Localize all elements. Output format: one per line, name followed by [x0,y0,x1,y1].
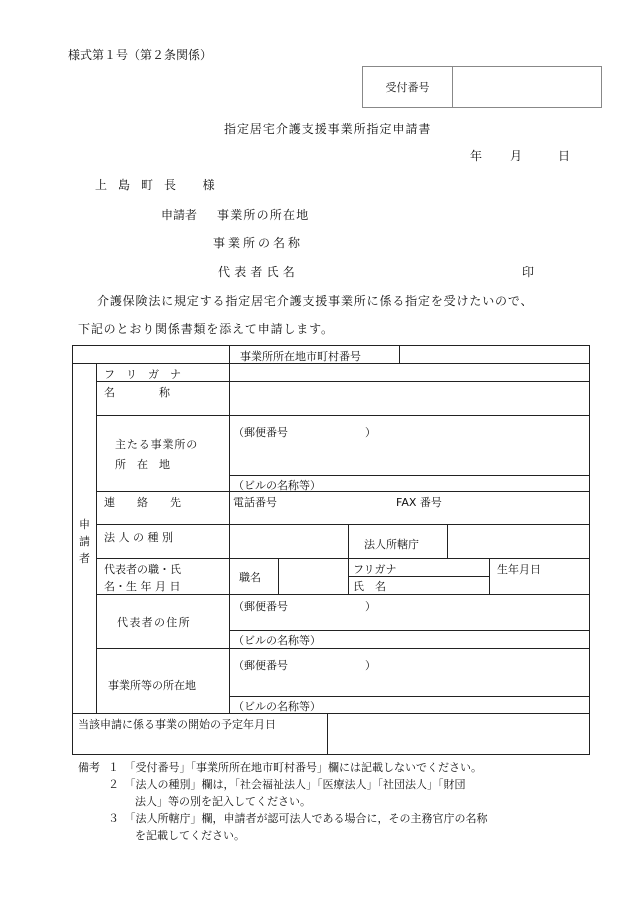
note-2a: ２ 「法人の種別」欄は，「社会福祉法人」「医療法人」「社団法人」「財団 [108,778,466,791]
intro-line1: 介護保険法に規定する指定居宅介護支援事業所に係る指定を受けたいので、 [97,294,534,308]
note-2b: 法人」等の別を記入してください。 [135,795,311,808]
intro-line2: 下記のとおり関係書類を添えて申請します。 [78,322,334,336]
name-label: 名 称 [104,386,170,399]
notes-prefix: 備考 [78,761,100,774]
main-office-postal: （郵便番号 ） [233,426,376,439]
addressee: 上 島 町 長 様 [95,178,219,192]
rep-address-label: 代表者の住所 [117,616,191,629]
note-3b: を記載してください。 [135,829,245,842]
rep-address-postal: （郵便番号 ） [233,600,376,613]
note-1: １ 「受付番号」「事業所所在地市町村番号」欄には記載しないでください。 [108,761,482,774]
applicant-rep-label: 代表者氏名 [218,265,300,279]
rep-furigana-label: フリガナ [353,563,397,576]
applicant-heading: 申請者 [161,208,198,222]
office-location-postal: （郵便番号 ） [233,659,376,672]
date-day: 日 [558,149,571,163]
start-date-label: 当該申請に係る事業の開始の予定年月日 [78,718,276,731]
side-label-3: 者 [79,552,90,565]
receipt-number-field[interactable] [453,67,601,107]
applicant-name-label: 事業所の名称 [213,236,304,250]
rep-name-label: 氏 名 [353,580,386,593]
office-location-building: （ビルの名称等） [233,700,321,713]
receipt-box [362,66,602,108]
side-label-1: 申 [79,518,90,531]
contact-label: 連 絡 先 [104,496,181,509]
rep-label-1: 代表者の職・氏 [104,563,181,576]
main-office-label-1: 主たる事業所の [115,438,199,451]
phone-label: 電話番号 [233,496,277,509]
note-3a: ３ 「法人所轄庁」欄，申請者が認可法人である場合に，その主務官庁の名称 [108,812,488,825]
corp-type-label: 法 人 の 種 別 [104,531,173,544]
date-month: 月 [510,149,523,163]
side-label-2: 請 [79,535,90,548]
corp-authority-label: 法人所轄庁 [364,538,419,551]
date-year: 年 [470,149,483,163]
furigana-label: フ リ ガ ナ [104,368,181,381]
receipt-label: 受付番号 [363,67,453,107]
birth-date-label: 生年月日 [497,563,541,576]
seal-mark: 印 [522,265,535,279]
rep-label-2: 名・生 年 月 日 [104,580,181,593]
fax-label: FAX 番号 [396,496,442,509]
municipality-code-label: 事業所所在地市町村番号 [240,350,361,363]
form-id: 様式第１号（第２条関係） [68,48,213,62]
main-office-building: （ビルの名称等） [233,479,321,492]
form-title: 指定居宅介護支援事業所指定申請書 [224,122,432,136]
job-title-label: 職名 [239,571,261,584]
applicant-location-label: 事業所の所在地 [217,208,310,222]
office-location-label: 事業所等の所在地 [108,679,196,692]
main-office-label-2: 所 在 地 [115,458,170,471]
rep-address-building: （ビルの名称等） [233,634,321,647]
